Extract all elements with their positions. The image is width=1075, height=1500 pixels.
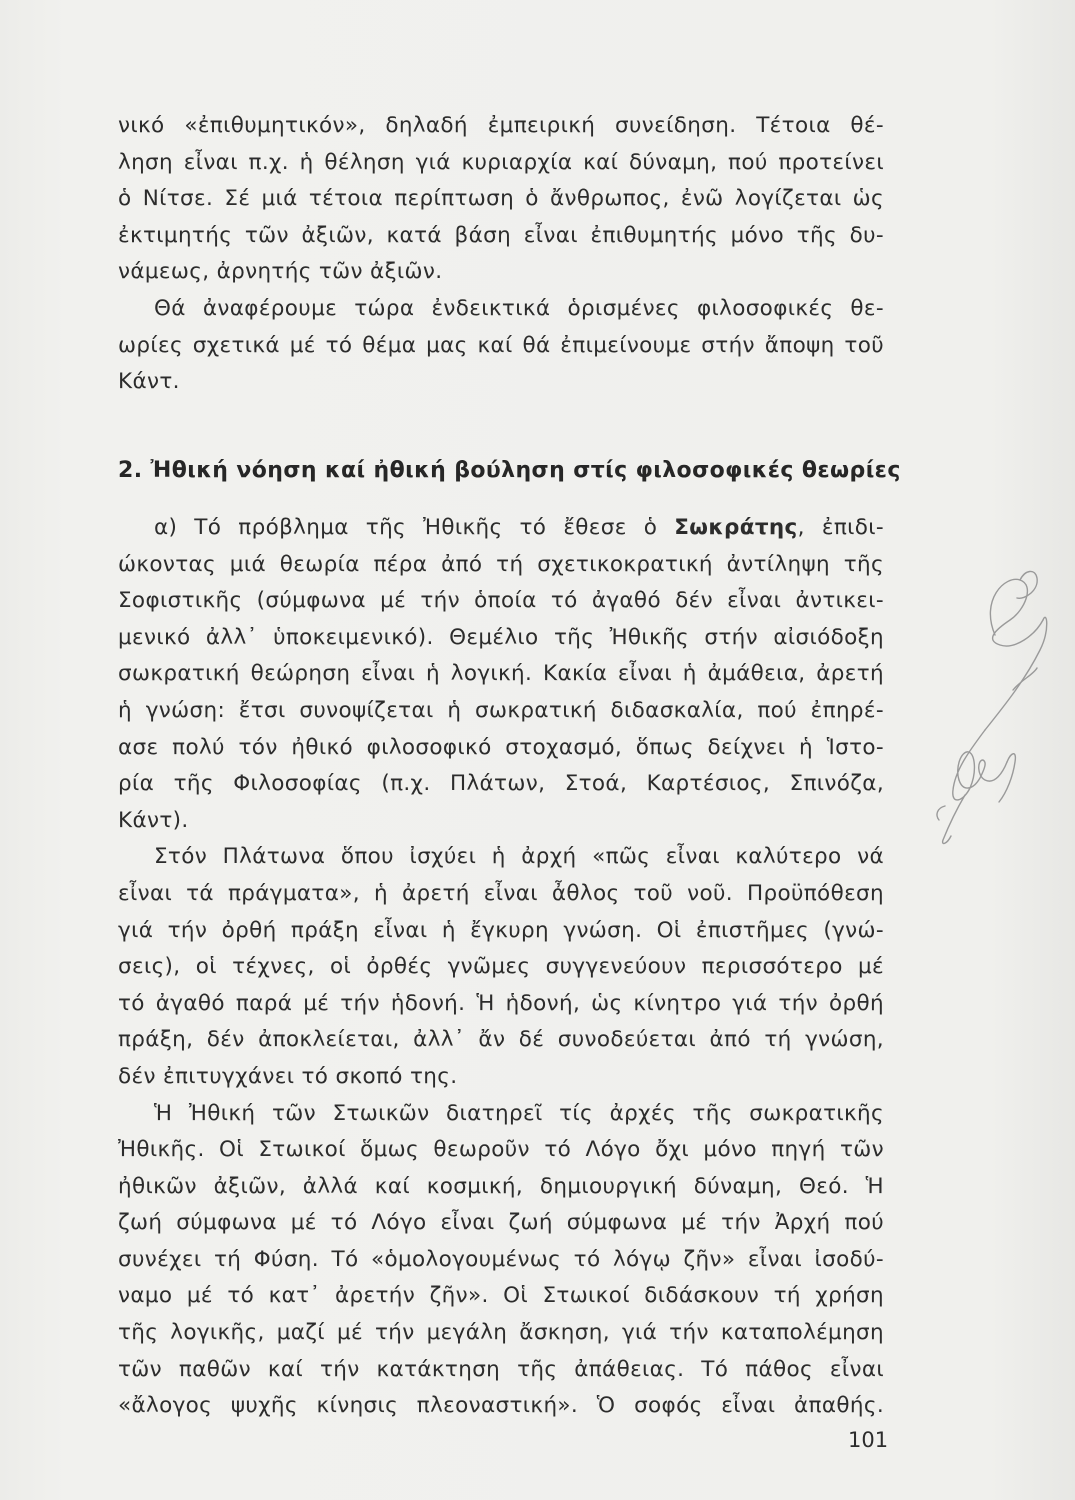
intro-paragraphs — [118, 108, 884, 401]
text-line: μενικό ἀλλ᾽ ὑποκειμενικό). Θεμέλιο τῆς Ἠθικῆς στήν αἰσιόδοξη — [118, 624, 884, 650]
body-paragraphs — [118, 510, 884, 1425]
page-number: 101 — [848, 1428, 889, 1452]
text-line: ζωή σύμφωνα μέ τό Λόγο εἶναι ζωή σύμφωνα μέ τήν Ἀρχή πού — [118, 1210, 884, 1236]
text-line: τό ἀγαθό παρά μέ τήν ἡδονή. Ἡ ἡδονή, ὡς κίνητρο γιά τήν ὀρθή — [118, 990, 884, 1016]
text-line: γιά τήν ὀρθή πράξη εἶναι ἡ ἔγκυρη γνώση. Οἱ ἐπιστῆμες (γνώ- — [118, 917, 884, 943]
text-line: συνέχει τή Φύση. Τό «ὁμολογουμένως τό λόγῳ ζῆν» εἶναι ἰσοδύ- — [118, 1246, 884, 1272]
text-line: Κάντ). — [118, 807, 189, 833]
section-heading: 2. Ἠθική νόηση καί ἠθική βούληση στίς φιλοσοφικές θεωρίες — [118, 458, 901, 483]
text-line: ναμο μέ τό κατ᾽ ἀρετήν ζῆν». Οἱ Στωικοί διδάσκουν τή χρήση — [118, 1283, 884, 1309]
handwritten-signature — [925, 540, 1060, 860]
text-line: ληση εἶναι π.χ. ἡ θέληση γιά κυριαρχία καί δύναμη, πού προτείνει — [118, 149, 884, 175]
text-line: ώκοντας μιά θεωρία πέρα ἀπό τή σχετικοκρατική ἀντίληψη τῆς — [118, 551, 884, 577]
text-line: νικό «ἐπιθυμητικόν», δηλαδή ἐμπειρική συνείδηση. Τέτοια θέ- — [118, 113, 884, 138]
text-line: Ἡ Ἠθική τῶν Στωικῶν διατηρεῖ τίς ἀρχές τῆς σωκρατικῆς — [154, 1100, 884, 1126]
text-line: Ἠθικῆς. Οἱ Στωικοί ὅμως θεωροῦν τό Λόγο ὄχι μόνο πηγή τῶν — [118, 1137, 884, 1163]
text-line: Θά ἀναφέρουμε τώρα ἐνδεικτικά ὁρισμένες φιλοσοφικές θε- — [154, 295, 884, 321]
text-line: ἐκτιμητής τῶν ἀξιῶν, κατά βάση εἶναι ἐπιθυμητής μόνο τῆς δυ- — [118, 222, 884, 248]
text-line: ἠθικῶν ἀξιῶν, ἀλλά καί κοσμική, δημιουργική δύναμη, Θεό. Ἡ — [118, 1173, 884, 1199]
text-line: ωρίες σχετικά μέ τό θέμα μας καί θά ἐπιμείνουμε στήν ἄποψη τοῦ — [118, 332, 884, 358]
text-line: ἡ γνώση: ἔτσι συνοψίζεται ἡ σωκρατική διδασκαλία, πού ἐπηρέ- — [118, 697, 884, 723]
text-line: ὁ Νίτσε. Σέ μιά τέτοια περίπτωση ὁ ἄνθρωπος, ἐνῶ λογίζεται ὡς — [118, 186, 884, 212]
text-line: Σοφιστικῆς (σύμφωνα μέ τήν ὁποία τό ἀγαθό δέν εἶναι ἀντικει- — [118, 588, 884, 614]
text-line: δέν ἐπιτυγχάνει τό σκοπό της. — [118, 1063, 458, 1089]
text-line-socrates — [118, 510, 884, 547]
text-line: σεις), οἱ τέχνες, οἱ ὀρθές γνῶμες συγγενεύουν περισσότερο μέ — [118, 954, 884, 980]
text-line: νάμεως, ἀρνητής τῶν ἀξιῶν. — [118, 259, 443, 285]
socrates-line-start: α) Τό πρόβλημα τῆς Ἠθικῆς τό ἔθεσε ὁ — [154, 515, 675, 540]
text-line: σωκρατική θεώρηση εἶναι ἡ λογική. Κακία εἶναι ἡ ἀμάθεια, ἀρετή — [118, 661, 884, 687]
text-line: ασε πολύ τόν ἠθικό φιλοσοφικό στοχασμό, ὅπως δείχνει ἡ Ἱστο- — [118, 734, 884, 760]
text-line: Στόν Πλάτωνα ὅπου ἰσχύει ἡ ἀρχή «πῶς εἶναι καλύτερο νά — [154, 844, 884, 870]
socrates-line-end: , ἐπιδι- — [797, 515, 884, 540]
text-line: «ἄλογος ψυχῆς κίνησις πλεοναστική». Ὁ σοφός εἶναι ἀπαθής. — [118, 1393, 884, 1419]
text-line: τῶν παθῶν καί τήν κατάκτηση τῆς ἀπάθειας. Τό πάθος εἶναι — [118, 1356, 884, 1382]
socrates-name: Σωκράτης — [674, 515, 798, 540]
text-line: πράξη, δέν ἀποκλείεται, ἀλλ᾽ ἄν δέ συνοδεύεται ἀπό τή γνώση, — [118, 1027, 884, 1053]
text-line: τῆς λογικῆς, μαζί μέ τήν μεγάλη ἄσκηση, γιά τήν καταπολέμηση — [118, 1320, 884, 1346]
text-line: εἶναι τά πράγματα», ἡ ἀρετή εἶναι ἆθλος τοῦ νοῦ. Προϋπόθεση — [118, 880, 884, 906]
text-line: Κάντ. — [118, 369, 180, 395]
text-line: ρία τῆς Φιλοσοφίας (π.χ. Πλάτων, Στοά, Καρτέσιος, Σπινόζα, — [118, 771, 884, 797]
